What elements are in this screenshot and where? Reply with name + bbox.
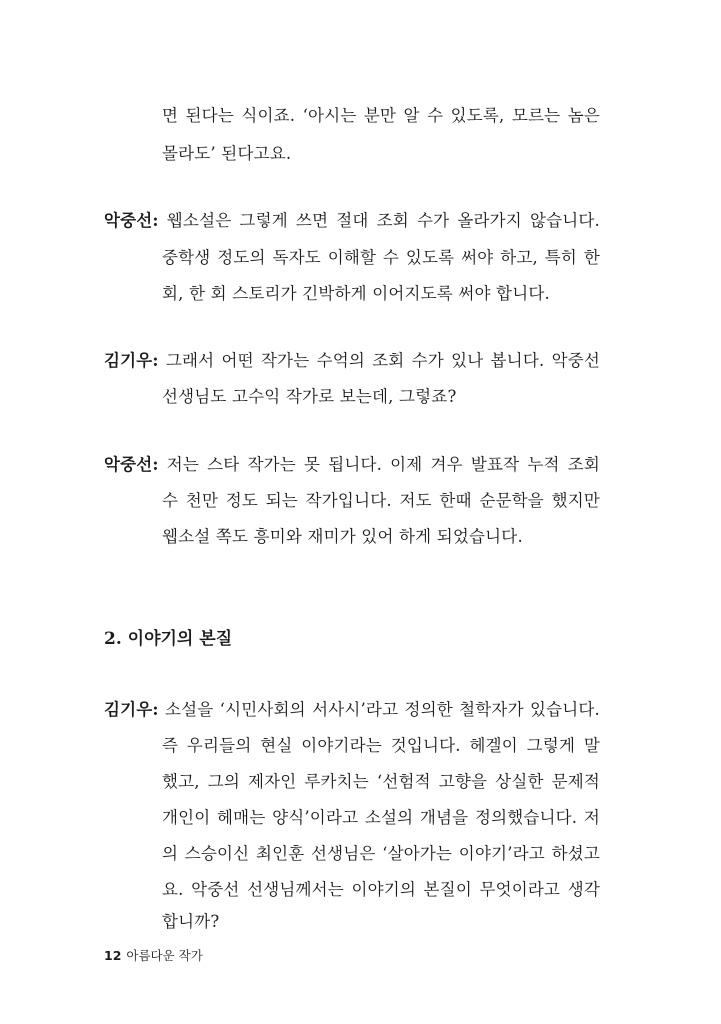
speaker-name: 악중선: xyxy=(104,455,159,474)
speaker-name: 김기우: xyxy=(104,351,159,370)
paragraph-line: 중학생 정도의 독자도 이해할 수 있도록 써야 하고, 특히 한 xyxy=(162,248,600,267)
paragraph-line: 합니까? xyxy=(162,912,220,931)
book-title: 아름다운 작가 xyxy=(126,948,203,963)
page-footer xyxy=(104,947,203,965)
speaker-name: 악중선: xyxy=(104,211,159,230)
paragraph-line: 요. 악중선 선생님께서는 이야기의 본질이 무엇이라고 생각 xyxy=(162,880,600,899)
paragraph-line: 회, 한 회 스토리가 긴박하게 이어지도록 써야 합니다. xyxy=(162,284,550,303)
paragraph-line: 선생님도 고수익 작가로 보는데, 그렇죠? xyxy=(162,387,457,406)
paragraph-line: 의 스승이신 최인훈 선생님은 ‘살아가는 이야기’라고 하셨고 xyxy=(162,844,600,863)
dialogue-first-line xyxy=(104,350,600,372)
paragraph-line: 웹소설 쪽도 흥미와 재미가 있어 하게 되었습니다. xyxy=(162,527,523,546)
paragraph-line: 면 된다는 식이죠. ‘아시는 분만 알 수 있도록, 모르는 놈은 xyxy=(162,106,600,125)
paragraph-line: 수 천만 정도 되는 작가입니다. 저도 한때 순문학을 했지만 xyxy=(162,491,600,510)
speaker-name: 김기우: xyxy=(104,700,159,719)
dialogue-text: 그래서 어떤 작가는 수억의 조회 수가 있나 봅니다. 악중선 xyxy=(165,351,600,370)
dialogue-text: 저는 스타 작가는 못 됩니다. 이제 겨우 발표작 누적 조회 xyxy=(166,455,600,474)
paragraph-line: 했고, 그의 제자인 루카치는 ‘선험적 고향을 상실한 문제적 xyxy=(162,772,600,791)
paragraph-line: 즉 우리들의 현실 이야기라는 것입니다. 헤겔이 그렇게 말 xyxy=(162,736,600,755)
paragraph-line: 개인이 헤매는 양식’이라고 소설의 개념을 정의했습니다. 저 xyxy=(162,808,600,827)
dialogue-text: 웹소설은 그렇게 쓰면 절대 조회 수가 올라가지 않습니다. xyxy=(166,211,600,230)
dialogue-first-line xyxy=(104,210,600,232)
dialogue-first-line xyxy=(104,699,600,721)
section-heading: 2. 이야기의 본질 xyxy=(104,629,233,649)
paragraph-line: 몰라도’ 된다고요. xyxy=(162,144,292,163)
dialogue-first-line xyxy=(104,454,600,476)
dialogue-text: 소설을 ‘시민사회의 서사시’라고 정의한 철학자가 있습니다. xyxy=(164,700,600,719)
page-number: 12 xyxy=(104,948,122,963)
